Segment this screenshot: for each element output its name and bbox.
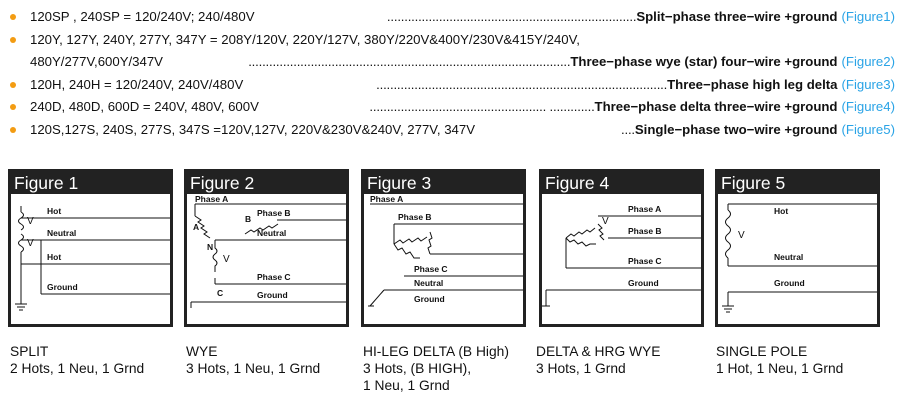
figure-link[interactable]: (Figure5) xyxy=(841,121,895,137)
wire-label: Ground xyxy=(414,294,445,304)
voltage-list xyxy=(10,6,895,142)
hi-leg-delta-diagram xyxy=(364,194,523,324)
figure-4-card xyxy=(539,169,704,327)
rating-text: 120H, 240H = 120/240V, 240V/480V xyxy=(30,76,244,92)
wire-label: Phase B xyxy=(257,208,291,218)
figure-5-caption xyxy=(716,343,843,377)
rating-text: 120SP , 240SP = 120/240V; 240/480V xyxy=(30,9,255,24)
caption-line: DELTA & HRG WYE xyxy=(536,344,661,359)
wye-diagram xyxy=(187,194,346,324)
wire-label: Neutral xyxy=(774,252,804,262)
system-name: Three−phase delta three−wire +ground xyxy=(594,99,838,115)
wire-label: Phase B xyxy=(398,212,432,222)
leader-dots: .... xyxy=(621,121,635,137)
voltage-mark: V xyxy=(738,230,745,241)
wire-label: Phase A xyxy=(195,194,229,204)
figure-3-card xyxy=(361,169,526,327)
figure-1-caption xyxy=(10,343,144,377)
caption-line: 3 Hots, (B HIGH), xyxy=(363,361,472,376)
figure-title: Figure 4 xyxy=(545,173,610,193)
wire-label: Neutral xyxy=(257,228,287,238)
figure-title: Figure 1 xyxy=(14,173,79,193)
wire-label: Phase C xyxy=(257,272,291,282)
wire-label: Ground xyxy=(257,290,288,300)
wire-label: Hot xyxy=(774,206,789,216)
caption-line: 1 Hot, 1 Neu, 1 Grnd xyxy=(716,361,844,376)
figure-title: Figure 5 xyxy=(721,173,786,193)
bullet-icon xyxy=(10,14,16,20)
bullet-icon xyxy=(10,37,16,43)
figure-5-card xyxy=(715,169,880,327)
voltage-mark: V xyxy=(602,216,609,227)
wire-label: Neutral xyxy=(414,278,444,288)
figure-panels xyxy=(8,169,893,329)
caption-line: 1 Neu, 1 Grnd xyxy=(363,378,450,393)
wire-label: Hot xyxy=(47,252,62,262)
rating-text-continued: 480Y/277V,600Y/347V xyxy=(30,54,163,70)
caption-line: HI-LEG DELTA (B High) xyxy=(363,344,509,359)
wire-label: Phase A xyxy=(628,204,662,214)
bullet-icon xyxy=(10,82,16,88)
node-label: N xyxy=(207,242,214,252)
figure-link[interactable]: (Figure2) xyxy=(841,54,895,70)
caption-line: 3 Hots, 1 Neu, 1 Grnd xyxy=(186,361,321,376)
leader-dots: .................................................................................... xyxy=(376,76,668,92)
system-name: Three−phase high leg delta xyxy=(667,76,838,92)
list-item xyxy=(10,29,895,74)
list-item xyxy=(10,96,895,119)
voltage-mark: V xyxy=(223,254,230,265)
list-item xyxy=(10,6,895,29)
rating-text: 240D, 480D, 600D = 240V, 480V, 600V xyxy=(30,99,259,115)
system-name: Single−phase two−wire +ground xyxy=(634,121,838,137)
wire-label: Ground xyxy=(628,278,659,288)
figure-link[interactable]: (Figure1) xyxy=(841,9,895,24)
node-label: A xyxy=(193,222,200,232)
node-label: C xyxy=(217,288,224,298)
delta-hrg-wye-diagram xyxy=(542,194,701,324)
system-name: Three−phase wye (star) four−wire +ground xyxy=(570,54,838,70)
single-pole-diagram xyxy=(718,194,877,324)
figure-2-card xyxy=(184,169,349,327)
wire-label: Neutral xyxy=(47,228,77,238)
figure-4-caption xyxy=(536,343,660,377)
figure-title: Figure 2 xyxy=(190,173,255,193)
caption-line: 3 Hots, 1 Grnd xyxy=(536,361,626,376)
wire-label: Phase B xyxy=(628,226,662,236)
wire-label: Ground xyxy=(774,278,805,288)
split-phase-diagram xyxy=(11,194,170,324)
wire-label: Ground xyxy=(47,282,78,292)
wire-label: Phase A xyxy=(370,194,404,204)
voltage-mark: V xyxy=(27,238,34,249)
rating-text: 120S,127S, 240S, 277S, 347S =120V,127V, 220V&230V&240V, 277V, 347V xyxy=(30,121,475,137)
list-item xyxy=(10,74,895,97)
figure-link[interactable]: (Figure3) xyxy=(841,76,895,92)
wire-label: Hot xyxy=(47,206,62,216)
figure-link[interactable]: (Figure4) xyxy=(841,99,895,115)
figure-3-caption xyxy=(363,343,509,394)
bullet-icon xyxy=(10,127,16,133)
wire-label: Phase C xyxy=(414,264,448,274)
figure-2-caption xyxy=(186,343,320,377)
system-name: Split−phase three−wire +ground xyxy=(636,9,838,24)
leader-dots: ........................................................................ xyxy=(386,9,637,24)
figure-title: Figure 3 xyxy=(367,173,432,193)
caption-line: 2 Hots, 1 Neu, 1 Grnd xyxy=(10,361,145,376)
bullet-icon xyxy=(10,104,16,110)
node-label: B xyxy=(245,214,252,224)
figure-1-card xyxy=(8,169,173,327)
wire-label: Phase C xyxy=(628,256,662,266)
caption-line: SPLIT xyxy=(10,344,49,359)
leader-dots: ................................................... ............. xyxy=(369,99,595,115)
voltage-mark: V xyxy=(27,216,34,227)
list-item xyxy=(10,119,895,142)
caption-line: SINGLE POLE xyxy=(716,344,808,359)
leader-dots: ............................................................................................. xyxy=(248,54,571,70)
rating-text: 120Y, 127Y, 240Y, 277Y, 347Y = 208Y/120V, 220Y/127V, 380Y/220V&400Y/230V&415Y/240V, xyxy=(30,31,580,47)
caption-line: WYE xyxy=(186,344,218,359)
